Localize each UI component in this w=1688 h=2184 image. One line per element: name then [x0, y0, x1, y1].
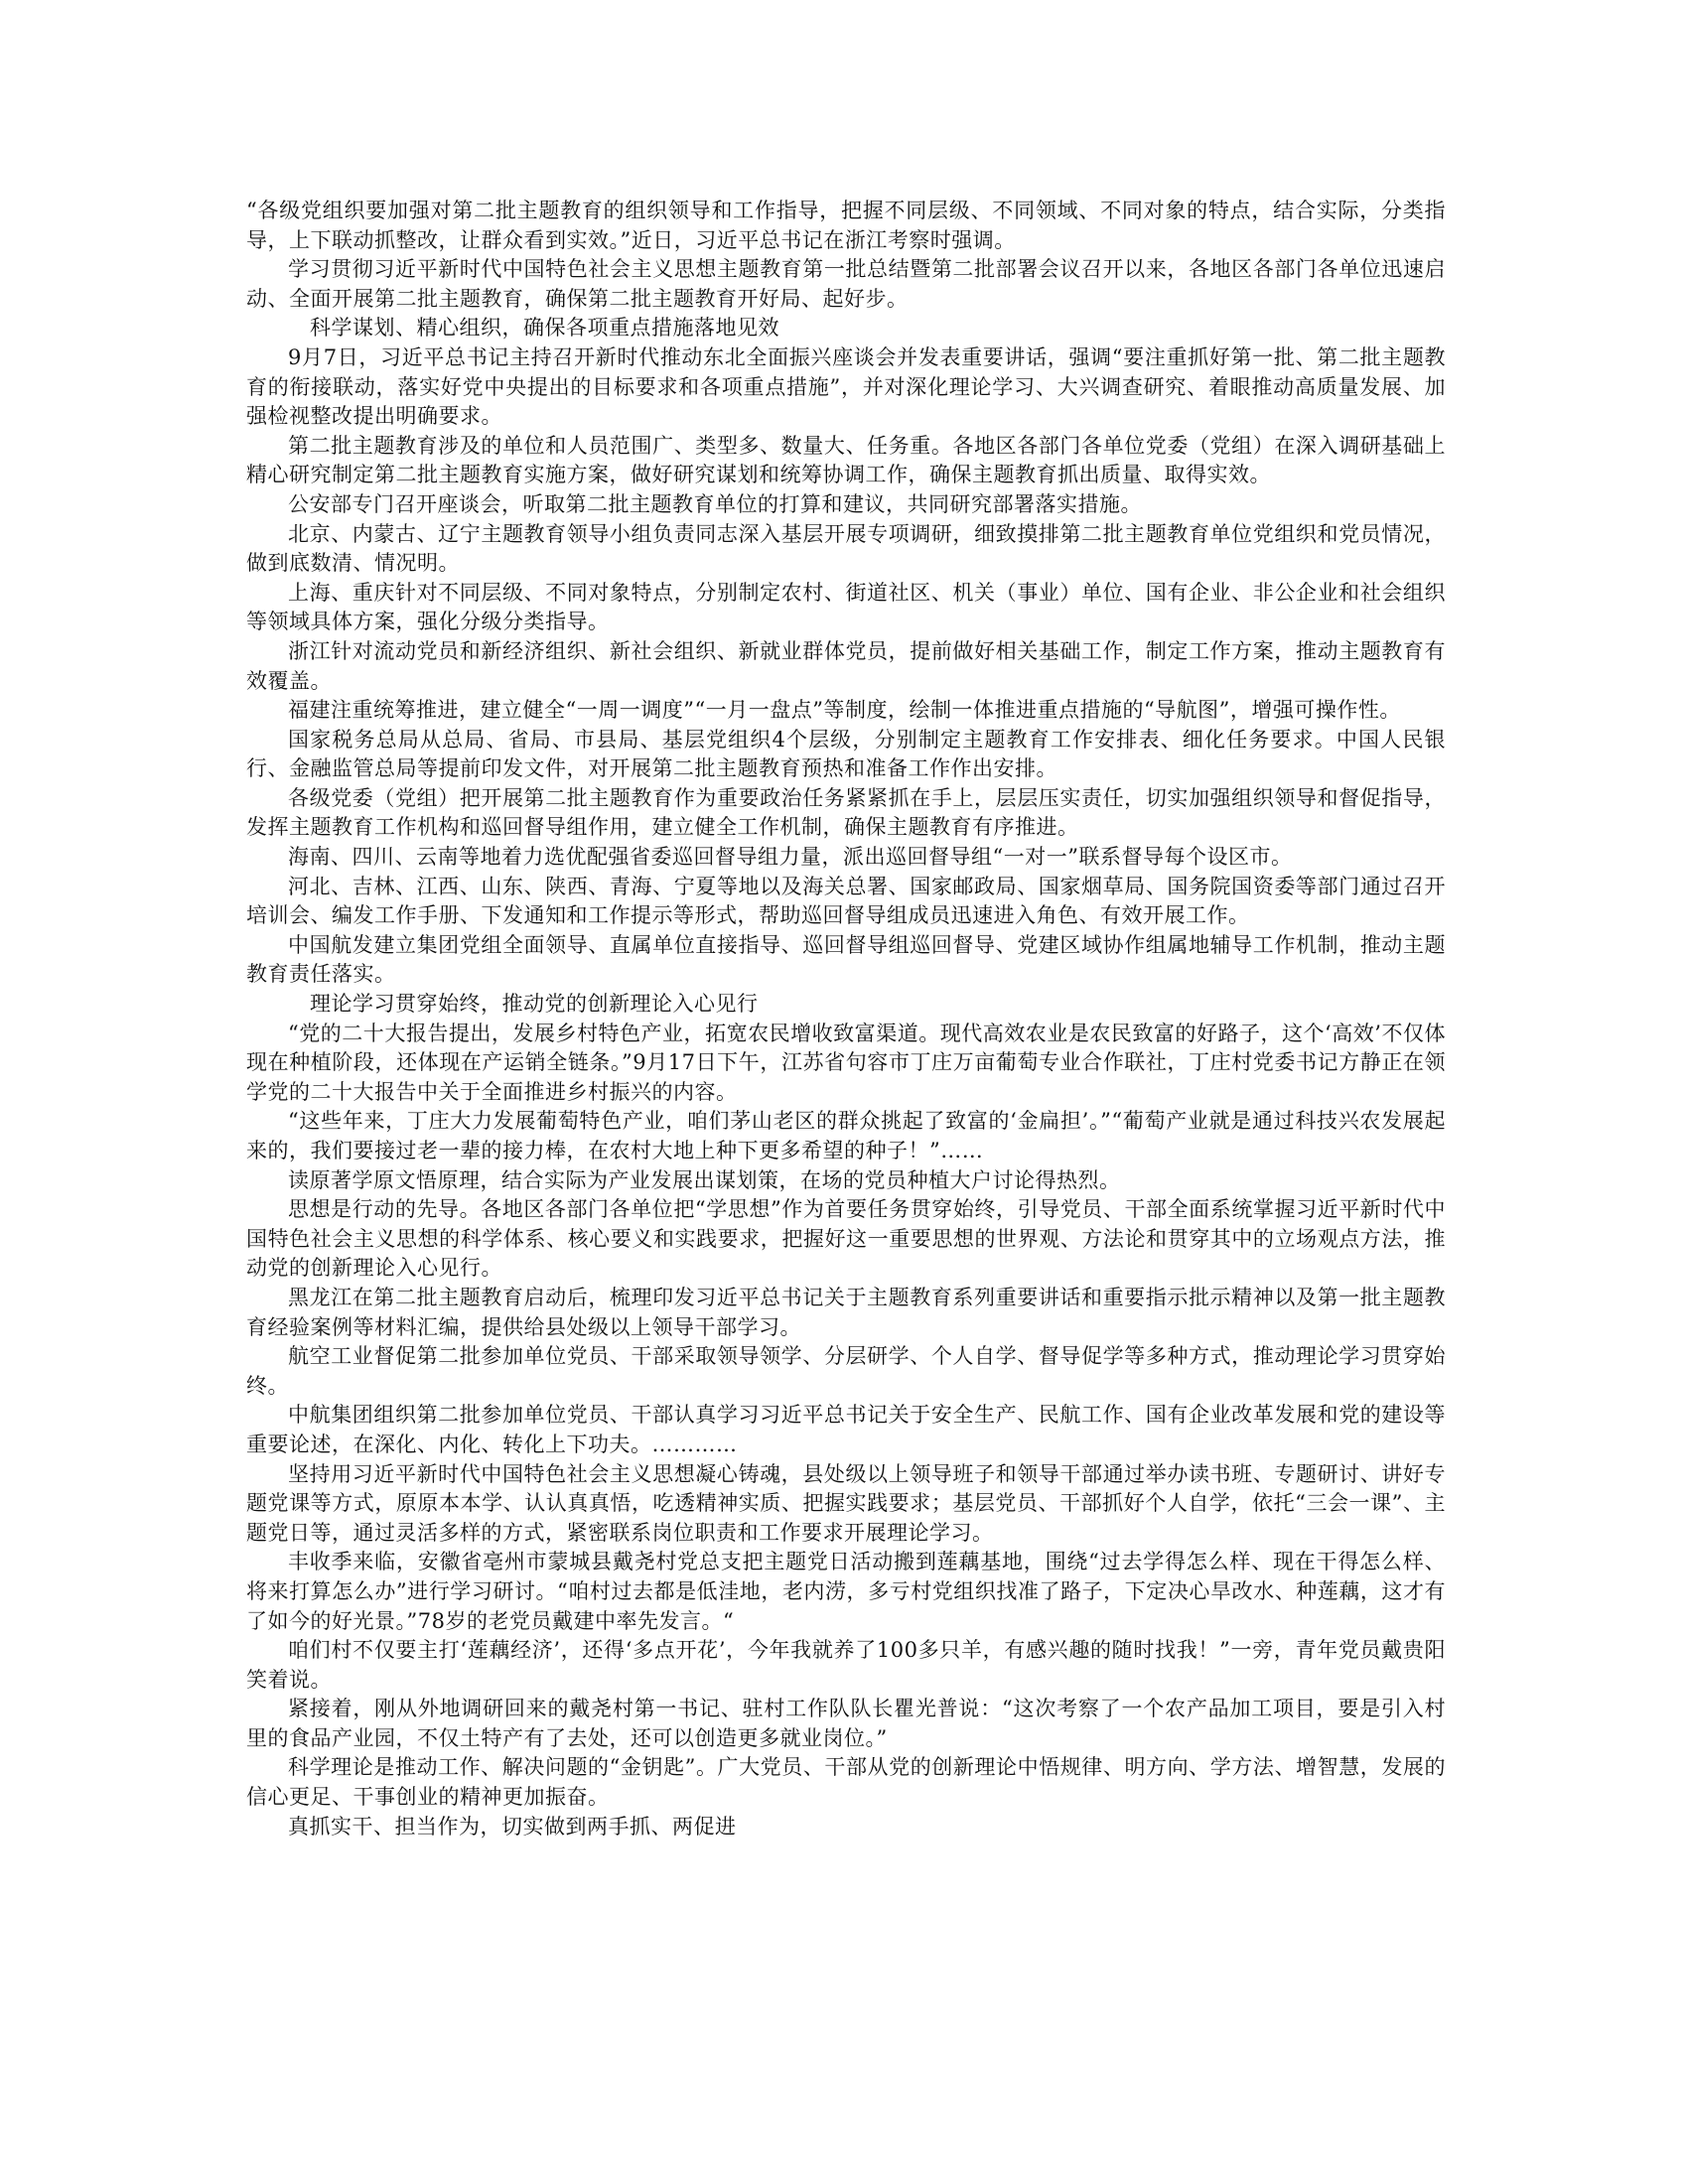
- paragraph: 北京、内蒙古、辽宁主题教育领导小组负责同志深入基层开展专项调研，细致摸排第二批主题教育单位党组织和党员情况，做到底数清、情况明。: [246, 521, 1446, 576]
- document-page: [246, 197, 1446, 1842]
- paragraph: 读原著学原文悟原理，结合实际为产业发展出谋划策，在场的党员种植大户讨论得热烈。: [288, 1167, 1121, 1192]
- paragraph: 海南、四川、云南等地着力选优配强省委巡回督导组力量，派出巡回督导组“一对一”联系督导每个设区市。: [288, 845, 1293, 870]
- paragraph: 福建注重统筹推进，建立健全“一周一调度”“一月一盘点”等制度，绘制一体推进重点措施的“导航图”，增强可操作性。: [288, 698, 1401, 723]
- paragraph: 丰收季来临，安徽省亳州市蒙城县戴尧村党总支把主题党日活动搬到莲藕基地，围绕“过去学得怎么样、现在干得怎么样、将来打算怎么办”进行学习研讨。“咱村过去都是低洼地，老内涝，多亏村党组织找准了路子，下定决心旱改水、种莲藕，这才有了如今的好光景。”78岁的老党员戴建中率先发言。“: [246, 1550, 1446, 1633]
- paragraph: 各级党委（党组）把开展第二批主题教育作为重要政治任务紧紧抓在手上，层层压实责任，切实加强组织领导和督促指导，发挥主题教育工作机构和巡回督导组作用，建立健全工作机制，确保主题教育有序推进。: [246, 785, 1446, 840]
- paragraph: 上海、重庆针对不同层级、不同对象特点，分别制定农村、街道社区、机关（事业）单位、国有企业、非公企业和社会组织等领域具体方案，强化分级分类指导。: [246, 580, 1446, 634]
- paragraph: 咱们村不仅要主打‘莲藕经济’，还得‘多点开花’，今年我就养了100多只羊，有感兴趣的随时找我！”一旁，青年党员戴贵阳笑着说。: [246, 1638, 1446, 1692]
- paragraph: 航空工业督促第二批参加单位党员、干部采取领导领学、分层研学、个人自学、督导促学等多种方式，推动理论学习贯穿始终。: [246, 1344, 1446, 1398]
- paragraph: 黑龙江在第二批主题教育启动后，梳理印发习近平总书记关于主题教育系列重要讲话和重要指示批示精神以及第一批主题教育经验案例等材料汇编，提供给县处级以上领导干部学习。: [246, 1285, 1446, 1339]
- paragraph: 坚持用习近平新时代中国特色社会主义思想凝心铸魂，县处级以上领导班子和领导干部通过举办读书班、专题研讨、讲好专题党课等方式，原原本本学、认认真真悟，吃透精神实质、把握实践要求；基层党员、干部抓好个人自学，依托“三会一课”、主题党日等，通过灵活多样的方式，紧密联系岗位职责和工作要求开展理论学习。: [246, 1461, 1446, 1545]
- paragraph: “党的二十大报告提出，发展乡村特色产业，拓宽农民增收致富渠道。现代高效农业是农民致富的好路子，这个‘高效’不仅体现在种植阶段，还体现在产运销全链条。”9月17日下午，江苏省句容市丁庄万亩葡萄专业合作联社，丁庄村党委书记方静正在领学党的二十大报告中关于全面推进乡村振兴的内容。: [246, 1021, 1446, 1104]
- paragraph: 中国航发建立集团党组全面领导、直属单位直接指导、巡回督导组巡回督导、党建区域协作组属地辅导工作机制，推动主题教育责任落实。: [246, 932, 1446, 987]
- paragraph: 公安部专门召开座谈会，听取第二批主题教育单位的打算和建议，共同研究部署落实措施。: [288, 491, 1142, 516]
- paragraph: 学习贯彻习近平新时代中国特色社会主义思想主题教育第一批总结暨第二批部署会议召开以来，各地区各部门各单位迅速启动、全面开展第二批主题教育，确保第二批主题教育开好局、起好步。: [246, 257, 1446, 311]
- paragraph: 国家税务总局从总局、省局、市县局、基层党组织4个层级，分别制定主题教育工作安排表、细化任务要求。中国人民银行、金融监管总局等提前印发文件，对开展第二批主题教育预热和准备工作作出安排。: [246, 727, 1446, 781]
- section-heading: 科学谋划、精心组织，确保各项重点措施落地见效: [310, 316, 779, 341]
- section-heading: 理论学习贯穿始终，推动党的创新理论入心见行: [310, 992, 759, 1017]
- paragraph-closing-heading: 真抓实干、担当作为，切实做到两手抓、两促进: [288, 1814, 737, 1839]
- paragraph: 第二批主题教育涉及的单位和人员范围广、类型多、数量大、任务重。各地区各部门各单位党委（党组）在深入调研基础上精心研究制定第二批主题教育实施方案，做好研究谋划和统筹协调工作，确保主题教育抓出质量、取得实效。: [246, 433, 1446, 487]
- paragraph: 中航集团组织第二批参加单位党员、干部认真学习习近平总书记关于安全生产、民航工作、国有企业改革发展和党的建设等重要论述，在深化、内化、转化上下功夫。…………: [246, 1403, 1446, 1456]
- paragraph: 思想是行动的先导。各地区各部门各单位把“学思想”作为首要任务贯穿始终，引导党员、干部全面系统掌握习近平新时代中国特色社会主义思想的科学体系、核心要义和实践要求，把握好这一重要思想的世界观、方法论和贯穿其中的立场观点方法，推动党的创新理论入心见行。: [246, 1197, 1446, 1281]
- paragraph: “这些年来，丁庄大力发展葡萄特色产业，咱们茅山老区的群众挑起了致富的‘金扁担’。”“葡萄产业就是通过科技兴农发展起来的，我们要接过老一辈的接力棒，在农村大地上种下更多希望的种子！”……: [246, 1109, 1446, 1162]
- paragraph: 紧接着，刚从外地调研回来的戴尧村第一书记、驻村工作队队长瞿光普说：“这次考察了一个农产品加工项目，要是引入村里的食品产业园，不仅土特产有了去处，还可以创造更多就业岗位。”: [246, 1697, 1446, 1750]
- paragraph: 9月7日，习近平总书记主持召开新时代推动东北全面振兴座谈会并发表重要讲话，强调“要注重抓好第一批、第二批主题教育的衔接联动，落实好党中央提出的目标要求和各项重点措施”，并对深化理论学习、大兴调查研究、着眼推动高质量发展、加强检视整改提出明确要求。: [246, 344, 1446, 429]
- paragraph: 浙江针对流动党员和新经济组织、新社会组织、新就业群体党员，提前做好相关基础工作，制定工作方案，推动主题教育有效覆盖。: [246, 638, 1446, 693]
- paragraph: 河北、吉林、江西、山东、陕西、青海、宁夏等地以及海关总署、国家邮政局、国家烟草局、国务院国资委等部门通过召开培训会、编发工作手册、下发通知和工作提示等形式，帮助巡回督导组成员迅速进入角色、有效开展工作。: [246, 874, 1446, 928]
- paragraph-intro: “各级党组织要加强对第二批主题教育的组织领导和工作指导，把握不同层级、不同领域、不同对象的特点，结合实际，分类指导，上下联动抓整改，让群众看到实效。”近日，习近平总书记在浙江考察时强调。: [246, 199, 1446, 252]
- paragraph: 科学理论是推动工作、解决问题的“金钥匙”。广大党员、干部从党的创新理论中悟规律、明方向、学方法、增智慧，发展的信心更足、干事创业的精神更加振奋。: [246, 1755, 1446, 1810]
